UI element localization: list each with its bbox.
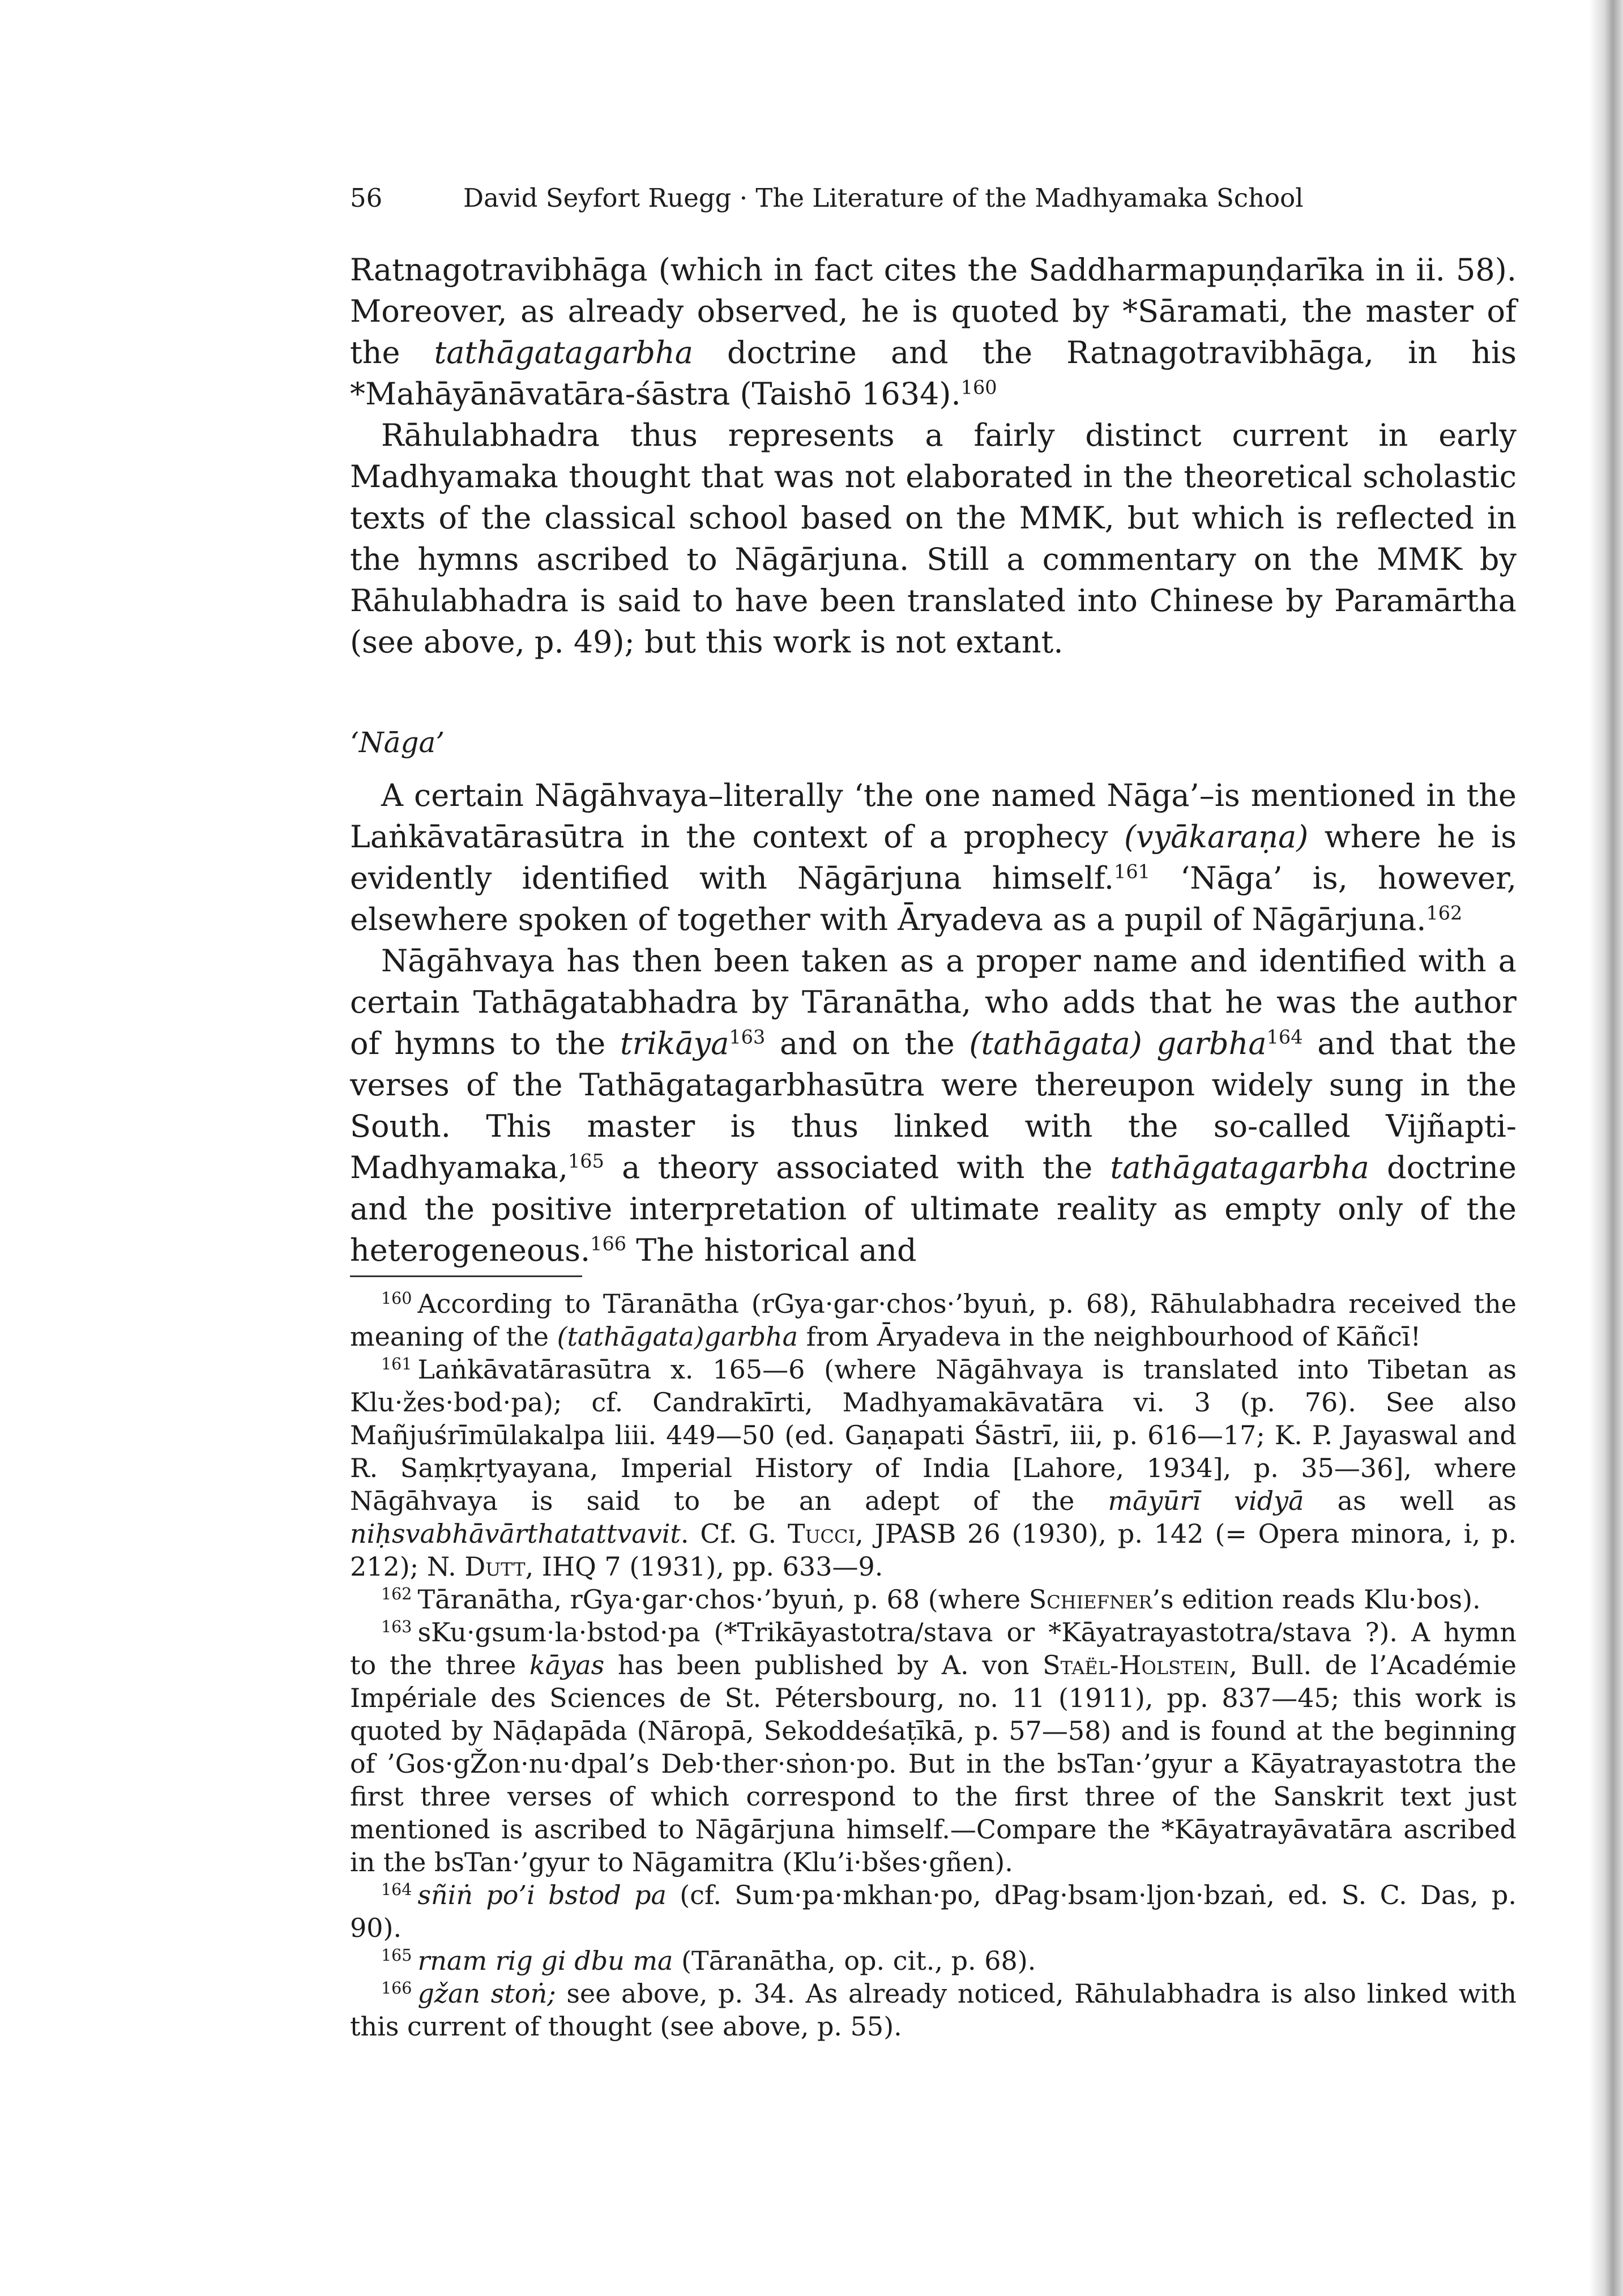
italic-term: tathāgatagarbha [1110, 1150, 1369, 1185]
italic-term: gžan stoṅ; [417, 1978, 556, 2009]
author-name: Tucci [787, 1518, 856, 1549]
footnote-divider [350, 1275, 582, 1277]
paragraph-4 [350, 940, 1517, 1271]
footnote-166 [350, 1977, 1517, 2043]
main-text [350, 249, 1517, 1271]
footnote-number: 160 [381, 1289, 412, 1308]
footnote-ref-164[interactable]: 164 [1266, 1026, 1303, 1048]
text-run: (Tāranātha, op. cit., p. 68). [673, 1945, 1036, 1976]
section-heading-naga: ‘Nāga’ [350, 726, 445, 759]
italic-term: (vyākaraṇa) [1124, 819, 1309, 855]
text-run: , JPASB 26 (1930), p. 142 (= Opera minora, i, p. 212); N. [350, 1518, 1517, 1582]
text-run: Nāgāhvaya has then been taken as a proper name and identified with a certain Tathāgatabhadra by Tāranātha, who adds that he was the author of hymns to the [350, 943, 1517, 1061]
text-run: A certain Nāgāhvaya–literally ‘the one named Nāga’–is mentioned in the Laṅkāvatārasūtra in the context of a prophecy [350, 778, 1517, 855]
author-name: Staël-Holstein [1043, 1650, 1229, 1680]
text-run: and on the [765, 1026, 969, 1061]
italic-term: māyūrī vidyā [1108, 1486, 1304, 1516]
text-run: Tāranātha, rGya·gar·chos·’byuṅ, p. 68 (where [417, 1584, 1029, 1615]
book-page [350, 181, 1517, 2043]
text-run: sKu·gsum·la·bstod·pa (*Trikāyastotra/stava or *Kāyatrayastotra/stava ?). A hymn to the three [350, 1617, 1517, 1680]
text-run: Laṅkāvatārasūtra x. 165—6 (where Nāgāhvaya is translated into Tibetan as Klu·žes·bod·pa); cf. Candrakīrti, Madhyamakāvatāra vi. 3 (p. 76). See also Mañjuśrīmūlakalpa liii. 449—50 (ed. Gaṇapati Śāstrī, iii, p. 616—17; K. P. Jayaswal and R. Saṃkṛtyayana, Imperial History of India [Lahore, 1934], p. 35—36], where Nāgāhvaya is said to be an adept of the [350, 1354, 1517, 1516]
running-title: David Seyfort Ruegg · The Literature of the Madhyamaka School [463, 183, 1304, 213]
italic-term: (tathāgata)garbha [557, 1321, 798, 1352]
paragraph-3 [350, 775, 1517, 940]
paragraph-2: Rāhulabhadra thus represents a fairly distinct current in early Madhyamaka thought that was not elaborated in the theoretical scholastic texts of the classical school based on the MMK, but which is reflected in the hymns ascribed to Nāgārjuna. Still a commentary on the MMK by Rāhulabhadra is said to have been translated into Chinese by Paramārtha (see above, p. 49); but this work is not extant. [350, 417, 1517, 660]
footnote-165 [350, 1944, 1517, 1977]
footnote-number: 165 [381, 1946, 412, 1965]
text-run: Ratnagotravibhāga (which in fact cites the Saddharmapuṇḍarīka in ii. 58). Moreover, as already observed, he is quoted by *Sāramati, the master of the [350, 252, 1517, 370]
text-run: . Cf. G. [680, 1518, 788, 1549]
footnote-ref-161[interactable]: 161 [1114, 860, 1150, 883]
paragraph-1 [350, 249, 1517, 415]
page-number: 56 [350, 183, 383, 213]
text-run: and that the verses of the Tathāgatagarbhasūtra were thereupon widely sung in the South. This master is thus linked with the so-called Vijñapti-Madhyamaka, [350, 1026, 1517, 1185]
italic-term: niḥsvabhāvārthatattvavit [350, 1518, 681, 1549]
text-run: ’s edition reads Klu·bos). [1152, 1584, 1481, 1615]
footnote-number: 163 [381, 1618, 412, 1637]
text-run: where he is evidently identified with Nāgārjuna himself. [350, 819, 1517, 896]
author-name: Dutt [464, 1551, 526, 1582]
italic-term: tathāgatagarbha [434, 335, 693, 370]
text-run: a theory associated with the [604, 1150, 1111, 1185]
text-run: (cf. Sum·pa·mkhan·po, dPag·bsam·ljon·bzaṅ, ed. S. C. Das, p. 90). [350, 1880, 1517, 1943]
text-run: , Bull. de l’Académie Impériale des Sciences de St. Pétersbourg, no. 11 (1911), pp. 837—45; this work is quoted by Nāḍapāda (Nāropā, Sekoddeśaṭīkā, p. 57—58) and is found at the beginning of ’Gos·gŽon·nu·dpal’s Deb·ther·sṅon·po. But in the bsTan·’gyur a Kāyatrayastotra the first three verses of which correspond to the first three of the Sanskrit text just mentioned is ascribed to Nāgārjuna himself.—Compare the *Kāyatrayāvatāra ascribed in the bsTan·’gyur to Nāgamitra (Klu’i·bšes·gñen). [350, 1650, 1517, 1877]
text-run: According to Tāranātha (rGya·gar·chos·’byuṅ, p. 68), Rāhulabhadra received the meaning of the [350, 1288, 1517, 1352]
italic-term: sñiṅ po’i bstod pa [417, 1880, 667, 1910]
footnote-ref-163[interactable]: 163 [729, 1026, 766, 1048]
footnote-164 [350, 1879, 1517, 1944]
footnote-163 [350, 1616, 1517, 1879]
text-run: doctrine and the Ratnagotravibhāga, in his *Mahāyānāvatāra-śāstra (Taishō 1634). [350, 335, 1517, 412]
footnotes [350, 1287, 1517, 2043]
footnote-160 [350, 1287, 1517, 1353]
text-run: has been published by A. von [604, 1650, 1043, 1680]
text-run: from Āryadeva in the neighbourhood of Kāñcī! [798, 1321, 1421, 1352]
italic-term: kāyas [529, 1650, 605, 1680]
scan-edge-shadow [1589, 0, 1623, 2296]
footnote-161 [350, 1353, 1517, 1583]
text-run: , IHQ 7 (1931), pp. 633—9. [525, 1551, 883, 1582]
italic-term: trikāya [620, 1026, 729, 1061]
footnote-ref-160[interactable]: 160 [960, 376, 997, 399]
footnote-number: 162 [381, 1585, 412, 1604]
italic-term: rnam rig gi dbu ma [417, 1945, 673, 1976]
text-run: see above, p. 34. As already noticed, Rāhulabhadra is also linked with this current of thought (see above, p. 55). [350, 1978, 1517, 2042]
footnote-ref-166[interactable]: 166 [590, 1232, 627, 1255]
text-run: as well as [1304, 1486, 1517, 1516]
text-run: ‘Nāga’ is, however, elsewhere spoken of together with Āryadeva as a pupil of Nāgārjuna. [350, 860, 1517, 937]
text-run: doctrine and the positive interpretation of ultimate reality as empty only of the heterogeneous. [350, 1150, 1517, 1268]
text-run: The historical and [626, 1232, 917, 1268]
footnote-ref-165[interactable]: 165 [568, 1150, 604, 1172]
italic-term: (tathāgata) garbha [969, 1026, 1267, 1061]
footnote-number: 161 [381, 1355, 412, 1374]
footnote-162 [350, 1583, 1517, 1616]
running-head [350, 181, 1517, 215]
footnote-number: 164 [381, 1880, 412, 1900]
author-name: Schiefner [1028, 1584, 1152, 1615]
footnote-ref-162[interactable]: 162 [1426, 902, 1463, 924]
footnote-number: 166 [381, 1979, 412, 1998]
